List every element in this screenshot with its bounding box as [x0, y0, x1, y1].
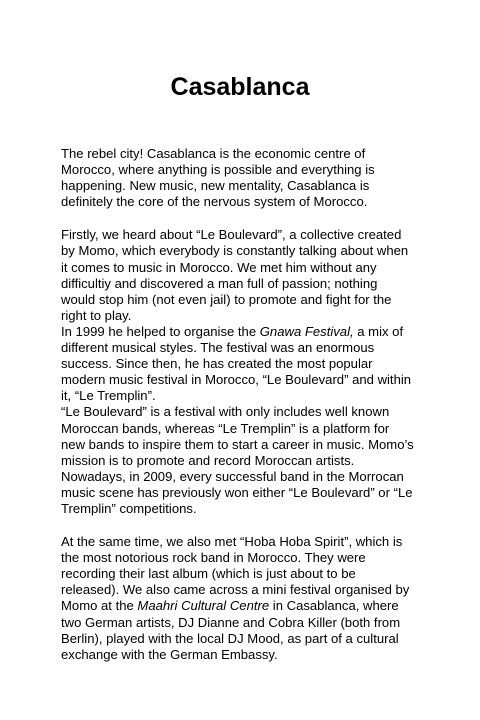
text-line: new bands to inspire them to start a career in music. Momo’s	[61, 436, 414, 452]
article-body	[61, 146, 421, 663]
text-line: happening. New music, new mentality, Casablanca is	[61, 178, 370, 194]
paragraph-intro	[61, 146, 421, 210]
text-line: released). We also came across a mini festival organised by	[61, 582, 410, 598]
text-line: it, “Le Tremplin”.	[61, 388, 156, 404]
text-line: mission is to promote and record Moroccan artists.	[61, 452, 355, 468]
text-line: success. Since then, he has created the most popular	[61, 356, 373, 372]
text-line: exchange with the German Embassy.	[61, 646, 278, 662]
text-line: Tremplin” competitions.	[61, 500, 197, 516]
text-line: two German artists, DJ Dianne and Cobra Killer (both from	[61, 614, 401, 630]
text-line: “Le Boulevard” is a festival with only includes well known	[61, 404, 390, 420]
text-line: Firstly, we heard about “Le Boulevard”, a collective created	[61, 227, 402, 243]
text-line: Nowadays, in 2009, every successful band in the Morrocan	[61, 468, 404, 484]
text-line: Moroccan bands, whereas “Le Tremplin” is a platform for	[61, 420, 390, 436]
text-line: Berlin), played with the local DJ Mood, as part of a cultural	[61, 630, 399, 646]
text-line: right to play.	[61, 307, 132, 323]
text-line: different musical styles. The festival was an enormous	[61, 340, 375, 356]
text-line: recording their last album (which is just about to be	[61, 566, 356, 582]
text-line: music scene has previously won either “Le Boulevard” or “Le	[61, 484, 413, 500]
festival-name-emphasis: Gnawa Festival,	[259, 323, 354, 339]
text-line: it comes to music in Morocco. We met him without any	[61, 259, 377, 275]
text-line: The rebel city! Casablanca is the economic centre of	[61, 146, 366, 161]
text-span: Momo at the	[61, 598, 138, 614]
paragraph-gap	[61, 517, 421, 534]
text-line: At the same time, we also met “Hoba Hoba Spirit”, which is	[61, 534, 403, 550]
text-span: in Casablanca, where	[269, 598, 399, 614]
text-span: In 1999 he helped to organise the	[61, 323, 260, 339]
text-line: difficultiy and discovered a man full of passion; nothing	[61, 275, 378, 291]
text-line: definitely the core of the nervous system of Morocco.	[61, 194, 368, 210]
paragraph-hoba-hoba	[61, 534, 421, 663]
text-line	[61, 598, 421, 614]
venue-name-emphasis: Maahri Cultural Centre	[137, 598, 270, 614]
text-line: the most notorious rock band in Morocco. They were	[61, 550, 366, 566]
text-line: would stop him (not even jail) to promote and fight for the	[61, 291, 392, 307]
text-line: Morocco, where anything is possible and everything is	[61, 162, 375, 178]
text-line: modern music festival in Morocco, “Le Boulevard” and within	[61, 372, 412, 388]
paragraph-gap	[61, 210, 421, 227]
text-span: a mix of	[353, 323, 404, 339]
page-title: Casablanca	[170, 73, 310, 101]
paragraph-boulevard	[61, 227, 421, 517]
text-line	[61, 324, 421, 340]
text-line: by Momo, which everybody is constantly talking about when	[61, 243, 409, 259]
